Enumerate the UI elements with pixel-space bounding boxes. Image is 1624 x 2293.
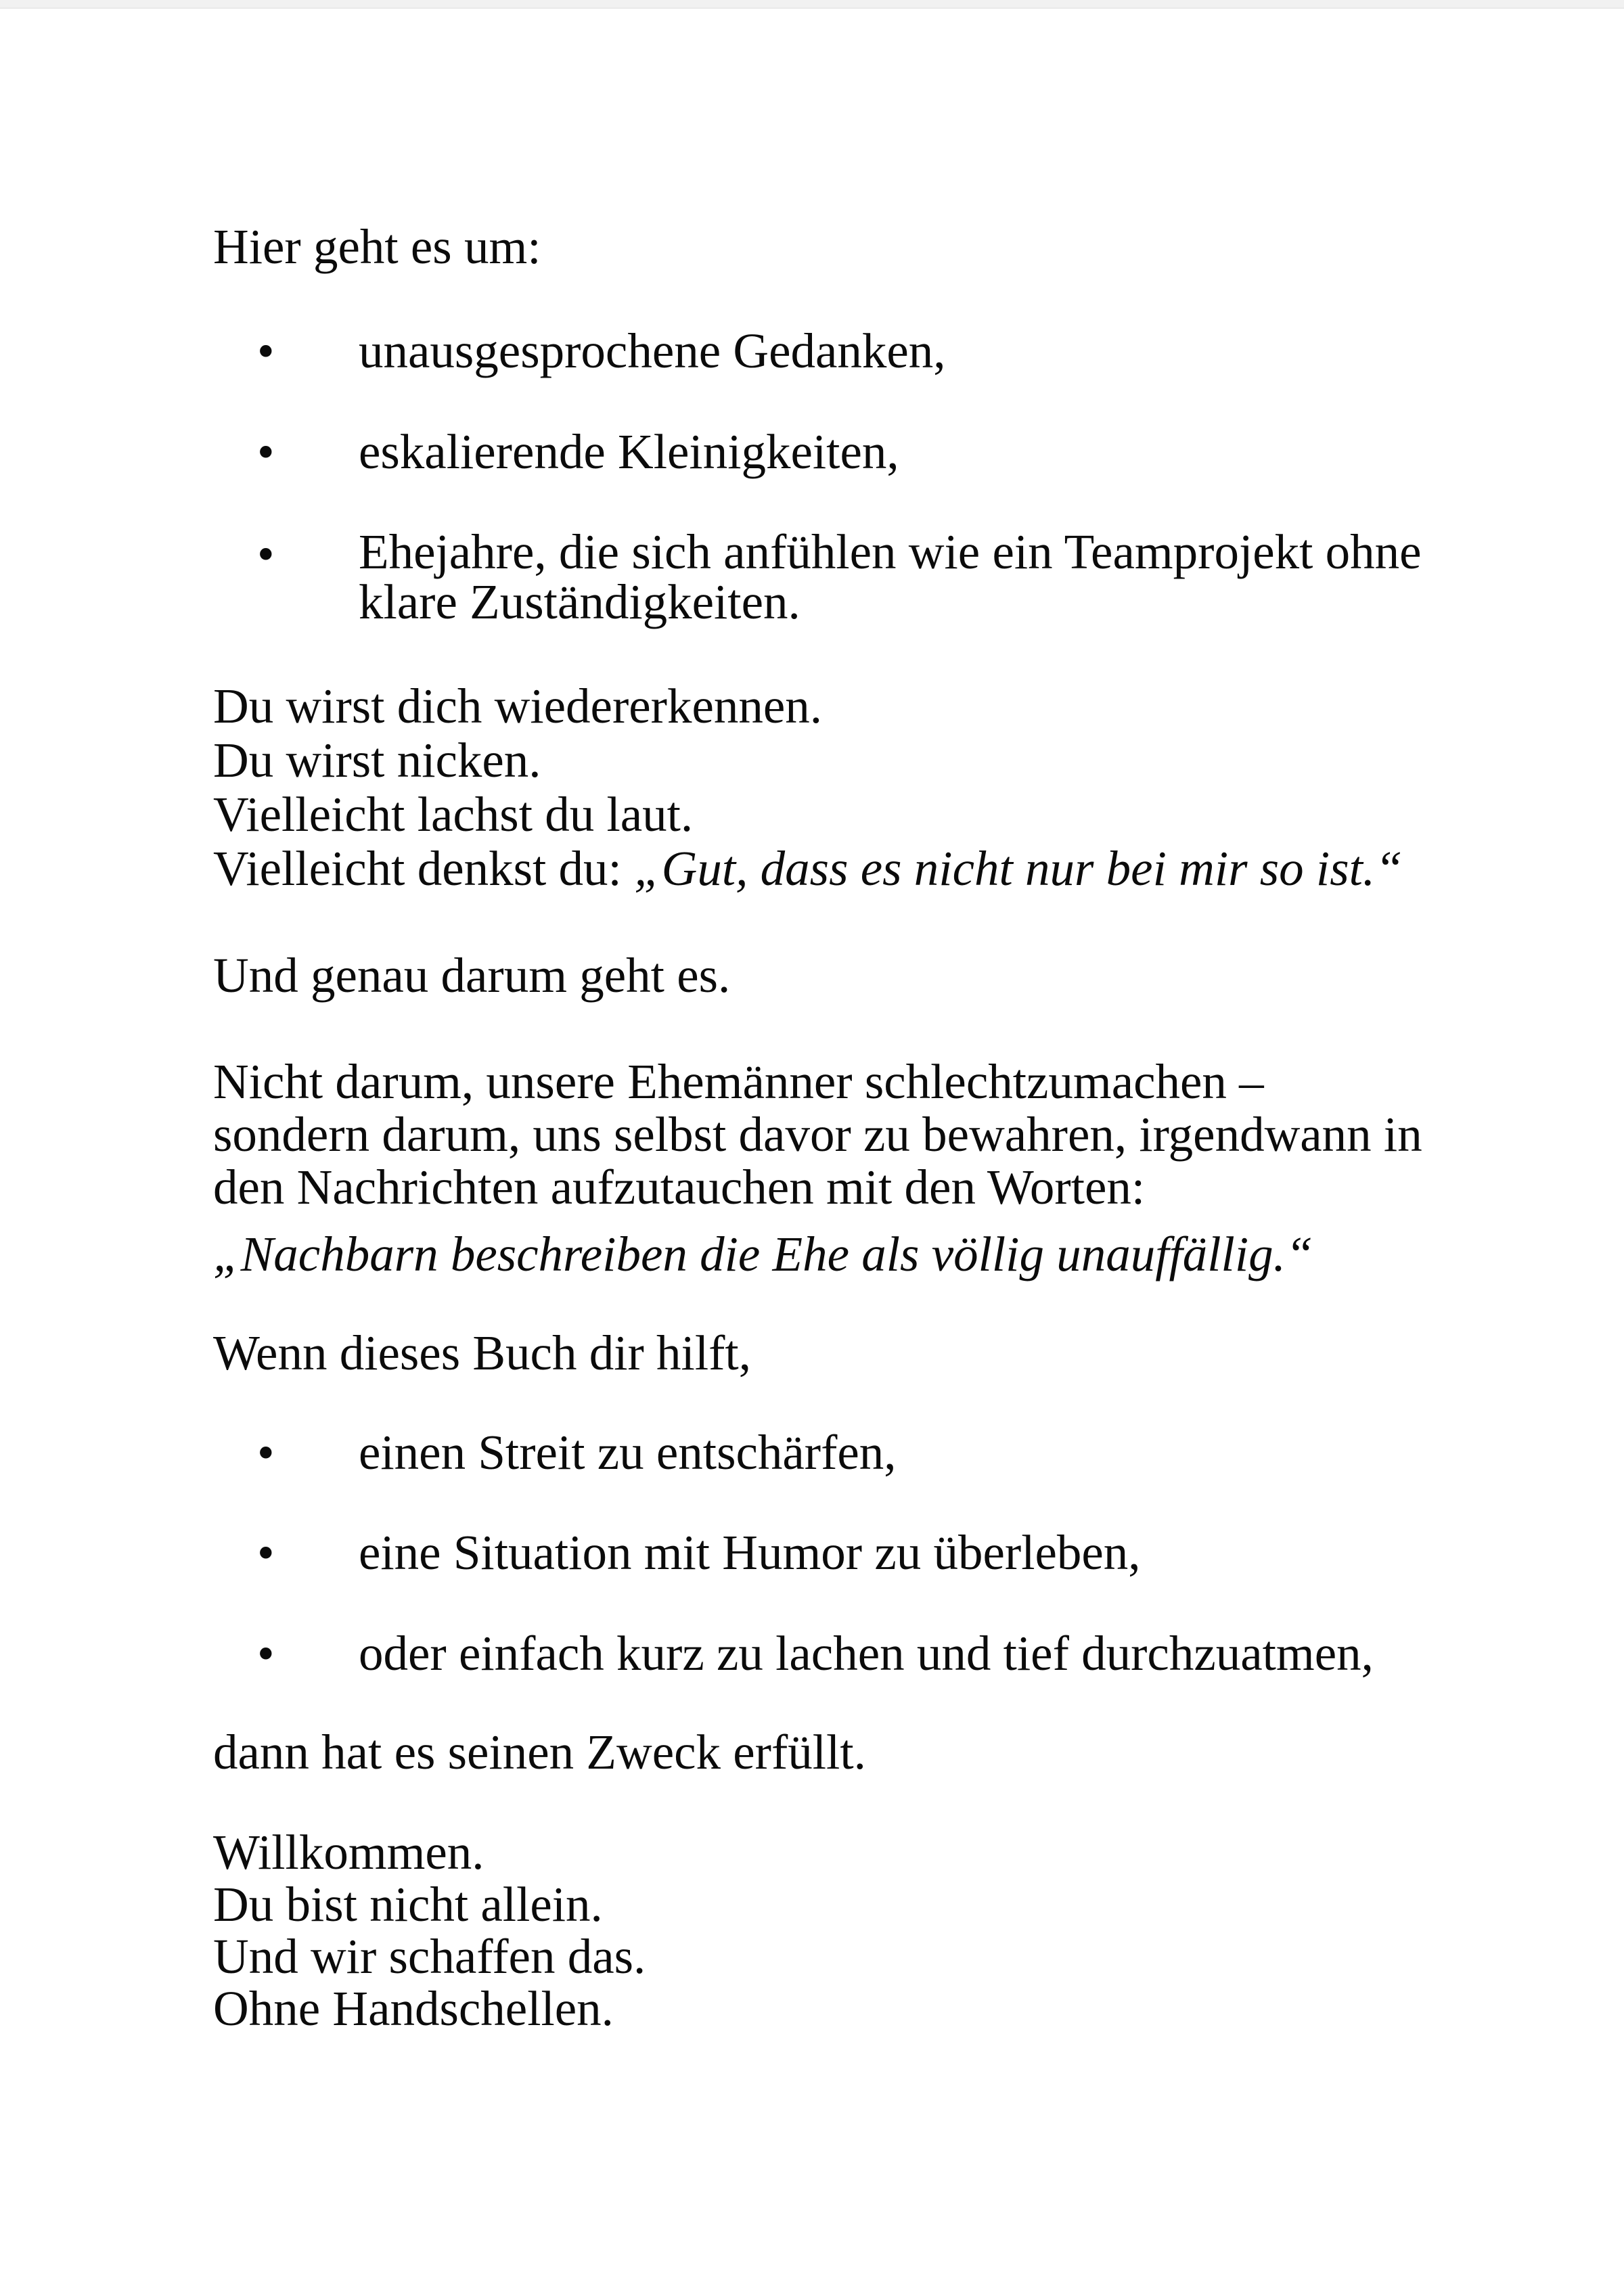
bullet-text-unspoken-thoughts: unausgesprochene Gedanken,	[359, 323, 946, 378]
bullet-icon: •	[257, 526, 275, 581]
closing-line-welcome: Willkommen.	[213, 1825, 484, 1880]
bullet-text-survive-with-humor: eine Situation mit Humor zu überleben,	[359, 1525, 1141, 1580]
purpose-line-3: den Nachrichten aufzutauchen mit den Worten:	[213, 1160, 1146, 1214]
news-quote-line: „Nachbarn beschreiben die Ehe als völlig unauffällig.“	[213, 1227, 1313, 1281]
closing-line-not-alone: Du bist nicht allein.	[213, 1877, 603, 1932]
help-intro-line: Wenn dieses Buch dir hilft,	[213, 1325, 751, 1380]
thought-line-prefix: Vielleicht denkst du:	[213, 841, 635, 896]
closing-line-no-handcuffs: Ohne Handschellen.	[213, 1981, 614, 2036]
emphasis-line: Und genau darum geht es.	[213, 948, 731, 1003]
closing-paragraph	[213, 1826, 646, 2035]
purpose-line-2: sondern darum, uns selbst davor zu bewahren, irgendwann in	[213, 1107, 1422, 1162]
page-top-edge-strip	[0, 0, 1624, 9]
bullet-text-escalating-trifles: eskalierende Kleinigkeiten,	[359, 424, 899, 479]
bullet-icon: •	[257, 1626, 275, 1681]
purpose-line-1: Nicht darum, unsere Ehemänner schlechtzumachen –	[213, 1054, 1264, 1109]
bullet-text-marriage-years	[359, 524, 1422, 629]
bullet-line-2: klare Zuständigkeiten.	[359, 574, 800, 629]
recognition-line-2: Du wirst nicken.	[213, 733, 541, 788]
purpose-paragraph	[213, 1055, 1422, 1214]
bullet-icon: •	[257, 323, 275, 378]
thought-line-quote: „Gut, dass es nicht nur bei mir so ist.“	[634, 841, 1403, 896]
conclusion-line: dann hat es seinen Zweck erfüllt.	[213, 1725, 866, 1779]
bullet-line-1: Ehejahre, die sich anfühlen wie ein Teamprojekt ohne	[359, 524, 1422, 579]
recognition-line-1: Du wirst dich wiedererkennen.	[213, 679, 823, 733]
thought-line	[213, 842, 1403, 896]
bullet-text-laugh-and-breathe: oder einfach kurz zu lachen und tief durchzuatmen,	[359, 1626, 1374, 1681]
recognition-paragraph	[213, 679, 1403, 896]
bullet-text-defuse-argument: einen Streit zu entschärfen,	[359, 1425, 897, 1480]
closing-line-we-manage: Und wir schaffen das.	[213, 1929, 646, 1984]
bullet-icon: •	[257, 424, 275, 479]
bullet-icon: •	[257, 1425, 275, 1480]
bullet-icon: •	[257, 1525, 275, 1580]
recognition-line-3: Vielleicht lachst du laut.	[213, 787, 694, 842]
intro-heading: Hier geht es um:	[213, 219, 541, 274]
